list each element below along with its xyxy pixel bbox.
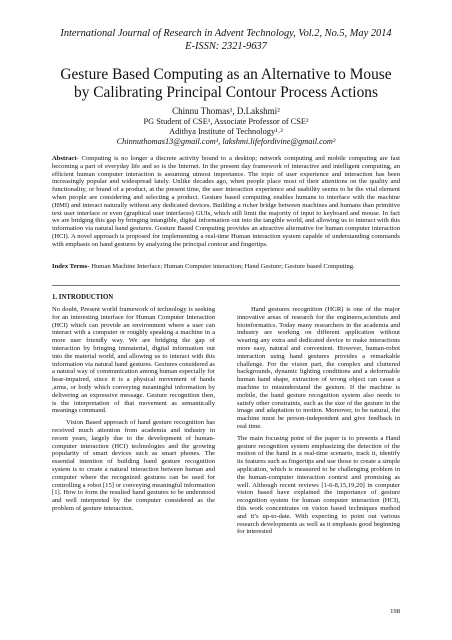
section-divider [52,285,400,286]
index-terms-text: Human Machine Interface; Human Computer interaction; Hand Gesture; Gesture based Computing. [89,263,355,270]
right-paragraph-2: The main focusing point of the paper is to presents a Hand gesture recognition system emphasizing the detection of the motion of the hand in a real-time scenario, track it, identify its features such as fingertips and use those to create a simple application, which is measured to be challenging problem in the human-computer interaction context and promising as well. Although recent reviews [1-6-8,15,19,20] in computer vision based have explained the importance of gesture recognition system for human computer interaction (HCI), this work concentrates on vision based techniques method and it’s up-to-date. With expecting to point out various research developments as well as it emphasis good beginning for interested [237,434,400,536]
affiliation-line-2: Adithya Institute of Technology¹˒² [169,127,283,137]
author-block [30,105,422,148]
abstract-text: Computing is no longer a discrete activity bound to a desktop; network computing and mobile computing are fast becoming a part of everyday life and so is the Internet. In the present day framework of interactive and intelligent computing, an efficient human computer interaction is assuming utmost importance. The topic of user experience and interaction has been increasingly popular and widespread lately. Unlike decades ago, when people place most of their attentions on the quality and functionality, or brand of a product, at the present time, the user interaction experience and usability seems to be the vital element when people are considering and selecting a product. Gesture based computing enables humans to interface with the machine (HMI) and interact naturally without any dedicated devices. Building a richer bridge between machines and humans than primitive text user interface or even (graphical user interfaces) GUIs, which still limit the majority of input to keyboard and mouse. In fact we are bridging this gap by bringing intangible, digital information out into the tangible world, and allowing us to interact with this information via natural hand gestures. Gesture Based Computing provides an attractive alternative for human computer interaction (HCI). A novel approach is proposed for implementing a real-time Human interaction system capable of understanding commands with emphasis on hand gestures by analyzing the principal contour and fingertips. [52,155,400,248]
title-line-2: by Calibrating Principal Contour Process Actions [74,84,378,101]
journal-header [30,27,422,53]
index-terms [52,263,400,271]
right-paragraph-1: Hand gestures recognition (HGR) is one of the major innovative areas of research for the engineers,scientists and bioinformatics. Today many researchers in the academia and industry are working on different application without wearing any extra and dedicated device to make interactions more easy, natural and convenient. However, human-robot interaction using hand gestures provides a remarkable challenge. For the vision part, the complex and cluttered backgrounds, dynamic lighting conditions and a deformable human hand shape, extraction of wrong object can cause a machine to misunderstand the gesture. If the machine is mobile, the hand gesture recognition system also needs to satisfy other constraints, such as the size of the gesture in the image and adaptation to motion. Moreover, to be natural, the machine must be person-independent and give feedback in real time. [237,306,400,430]
paper-title [30,66,422,102]
left-column [52,306,215,517]
left-paragraph-1: No doubt, Present world framework of technology is seeking for an interesting interface for Human Computer Interaction (HCI) which can provide an environment where a user can interact with a computer or roughly speaking a machine in a more user friendly way. We are bridging the gap of interaction by bringing immaterial, digital information out into the material world, and allowing us to interact with this information via natural hand gestures. Gestures considered as a natural way of communication among human especially for hear-impaired, since it is a physical movement of hands ,arms, or body which conveying meaningful information by delivering an expressive message. Gesture recognition then, is the interpretation of that movement as semantically meanings command. [52,306,215,415]
title-line-1: Gesture Based Computing as an Alternative to Mouse [60,66,392,83]
abstract-label: Abstract- [52,155,79,162]
index-terms-label: Index Terms- [52,263,90,270]
right-column [237,306,400,540]
author-emails: Chinnuthomas13@gmail.com¹, lakshmi.lifefordivine@gmail.com² [116,137,336,147]
author-names: Chinnu Thomas¹, D.Lakshmi² [172,106,280,116]
page-number: 198 [390,608,400,615]
abstract [52,155,400,249]
journal-line: International Journal of Research in Advent Technology, Vol.2, No.5, May 2014 [60,28,392,39]
affiliation-line-1: PG Student of CSE¹, Associate Professor of CSE² [143,117,309,126]
section-heading: 1. INTRODUCTION [52,294,114,301]
journal-issn: E-ISSN: 2321-9637 [185,41,267,52]
left-paragraph-2: Vision Based approach of hand gesture recognition has received much attention from academia and industry in recent years, largely due to the development of human-computer interaction (HCI) technologies and the growing popularity of smart devices such as smart phones. The essential intention of building hand gesture recognition system is to create a natural interaction between human and computer where the recognized gestures can be used for controlling a robot [15] or conveying meaningful information [1]. How to form the resulted hand gestures to be understood and well interpreted by the computer considered as the problem of gesture interaction. [52,419,215,512]
